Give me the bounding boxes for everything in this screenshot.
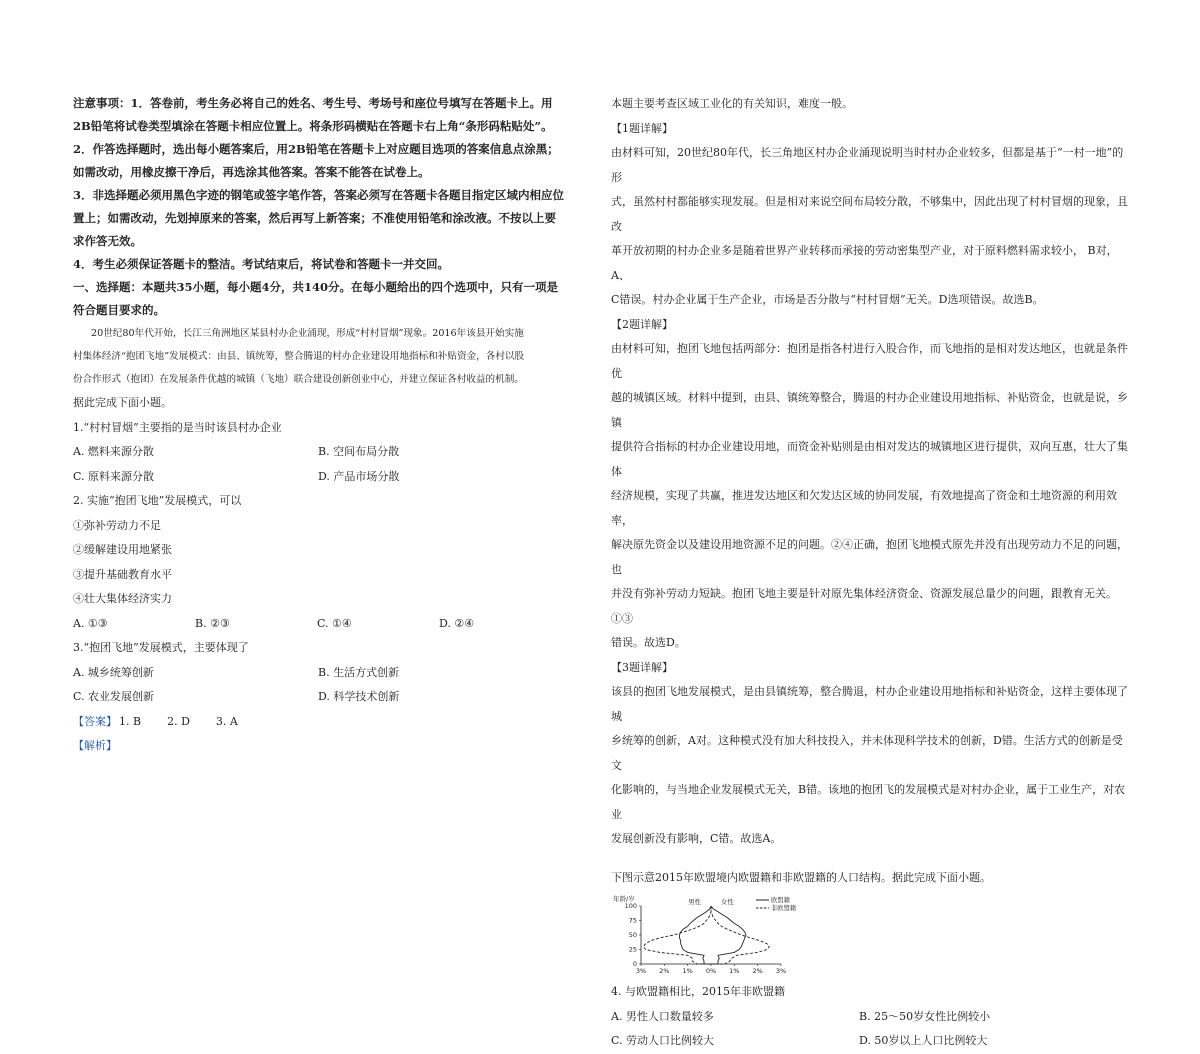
detail-line: 乡统筹的创新，A对。这种模式没有加大科技投入，并未体现科学技术的创新，D错。生活方式的创新是受文 — [611, 734, 1123, 772]
option-d: D. 科学技术创新 — [318, 690, 400, 703]
intro: 本题主要考查区域工业化的有关知识，难度一般。 — [611, 97, 853, 110]
y-tick-label: 50 — [628, 931, 637, 940]
option-c: C. 原料来源分散 — [73, 469, 155, 483]
legend-item: 非欧盟籍 — [771, 905, 797, 913]
female-label: 女性 — [720, 898, 734, 906]
detail-title-1: 【1题详解】 — [611, 121, 673, 135]
material-line: 村集体经济“抱团飞地”发展模式：由县、镇统筹，整合腾退的村办企业建设用地指标和补贴资金，各村以股 — [73, 351, 525, 362]
notice-line: 3．非选择题必须用黑色字迹的钢笔或签字笔作答，答案必须写在答题卡各题目指定区域内相应位 — [73, 188, 564, 202]
y-tick-label: 100 — [624, 902, 637, 911]
option-a: A. 城乡统筹创新 — [73, 665, 154, 679]
option-c: C. 劳动人口比例较大 — [611, 1034, 715, 1047]
x-tick-label: 3% — [635, 967, 647, 975]
detail-line: 错误。故选D。 — [611, 636, 686, 649]
material-line: 20世纪80年代开始，长江三角洲地区某县村办企业涌现，形成“村村冒烟”现象。2016年该县开始实施 — [91, 328, 524, 339]
notice-line: 置上；如需改动，先划掉原来的答案，然后再写上新答案；不准使用铅笔和涂改液。不按以上要 — [73, 211, 556, 225]
notice-line: 求作答无效。 — [73, 234, 142, 248]
option-d: D. 产品市场分散 — [318, 469, 400, 483]
notice-line: 4．考生必须保证答题卡的整洁。考试结束后，将试卷和答题卡一并交回。 — [73, 257, 449, 271]
y-axis-label: 年龄/岁 — [613, 895, 635, 903]
y-tick-label: 0 — [632, 960, 637, 969]
x-tick-label: 2% — [659, 967, 670, 975]
statement-item: ③提升基础教育水平 — [73, 567, 172, 581]
option-b: B. ②③ — [195, 616, 230, 630]
option-c: C. ①④ — [317, 616, 352, 630]
detail-title-2: 【2题详解】 — [611, 317, 673, 331]
right-column — [611, 92, 1131, 1054]
question-3 — [73, 636, 583, 710]
prompt: 据此完成下面小题。 — [73, 396, 172, 409]
analysis-label: 【解析】 — [73, 739, 117, 752]
option-a: A. ①③ — [73, 616, 108, 630]
question-stem: 1.“村村冒烟”主要指的是当时该县村办企业 — [73, 420, 282, 434]
question-stem: 2. 实施“抱团飞地”发展模式，可以 — [73, 494, 242, 507]
detail-line: 发展创新没有影响，C错。故选A。 — [611, 832, 782, 845]
notice-line: 如需改动，用橡皮擦干净后，再选涂其他答案。答案不能答在试卷上。 — [73, 165, 430, 179]
detail-line: 式，虽然村村都能够实现发展。但是相对来说空间布局较分散，不够集中，因此出现了村村冒烟的现象，且改 — [611, 195, 1128, 233]
detail-title-3: 【3题详解】 — [611, 660, 673, 674]
option-a: A. 燃料来源分散 — [73, 445, 154, 458]
detail-line: 提供符合指标的村办企业建设用地，而资金补贴则是由相对发达的城镇地区进行提供，双向互惠，壮大了集体 — [611, 440, 1128, 478]
statement-item: ②缓解建设用地紧张 — [73, 543, 172, 556]
answer-item: 1. B — [119, 714, 142, 728]
answer-label: 【答案】 — [73, 714, 117, 728]
detail-line: C错误。村办企业属于生产企业，市场是否分散与“村村冒烟”无关。D选项错误。故选B。 — [611, 293, 1044, 306]
material-line: 份合作形式（抱团）在发展条件优越的城镇（飞地）联合建设创新创业中心，并建立保证各村收益的机制。 — [73, 374, 524, 385]
pyramid-svg — [611, 894, 821, 980]
left-column — [73, 92, 583, 759]
question-stem: 4. 与欧盟籍相比，2015年非欧盟籍 — [611, 985, 785, 998]
x-tick-label: 1% — [682, 967, 693, 975]
x-tick-label: 1% — [729, 967, 740, 975]
detail-line: 由材料可知，20世纪80年代，长三角地区村办企业涌现说明当时村办企业较多，但都是基于“一村一地”的形 — [611, 146, 1124, 184]
detail-line: 经济规模，实现了共赢，推进发达地区和欠发达区域的协同发展，有效地提高了资金和土地资源的利用效率， — [611, 489, 1117, 527]
detail-line: 革开放初期的村办企业多是随着世界产业转移而承接的劳动密集型产业，对于原料燃料需求较小， B对， A、 — [611, 244, 1118, 282]
notice-line: 2．作答选择题时，选出每小题答案后，用2B铅笔在答题卡上对应题目选项的答案信息点涂黑； — [73, 142, 559, 156]
population-pyramid-chart — [611, 894, 821, 980]
notice-block — [73, 92, 583, 322]
notice-line: 2B铅笔将试卷类型填涂在答题卡相应位置上。将条形码横贴在答题卡右上角“条形码粘贴处”。 — [73, 119, 553, 133]
series-line — [643, 906, 769, 964]
detail-line: 解决原先资金以及建设用地资源不足的问题。②④正确，抱团飞地模式原先并没有出现劳动力不足的问题，也 — [611, 538, 1128, 576]
question-stem: 3.“抱团飞地”发展模式，主要体现了 — [73, 641, 249, 654]
answer-item: 3. A — [215, 714, 238, 728]
option-d: D. ②④ — [439, 616, 475, 630]
detail-line: 并没有弥补劳动力短缺。抱团飞地主要是针对原先集体经济资金、资源发展总量少的问题，跟教育无关。①③ — [611, 587, 1117, 625]
x-tick-label: 0% — [705, 967, 717, 975]
x-tick-label: 2% — [752, 967, 763, 975]
chart-intro: 下图示意2015年欧盟境内欧盟籍和非欧盟籍的人口结构。据此完成下面小题。 — [611, 870, 991, 884]
x-tick-label: 3% — [775, 967, 787, 975]
statement-item: ④壮大集体经济实力 — [73, 592, 172, 605]
section-heading: 一、选择题：本题共35小题，每小题4分，共140分。在每小题给出的四个选项中，只有一项是 — [73, 280, 559, 294]
option-a: A. 男性人口数量较多 — [611, 1009, 714, 1023]
option-c: C. 农业发展创新 — [73, 690, 155, 703]
option-b: B. 空间布局分散 — [318, 445, 400, 458]
statement-item: ①弥补劳动力不足 — [73, 518, 161, 532]
question-2 — [73, 489, 583, 636]
male-label: 男性 — [688, 898, 702, 906]
y-tick-label: 25 — [628, 945, 637, 954]
option-d: D. 50岁以上人口比例较大 — [859, 1034, 988, 1047]
material-block — [73, 322, 583, 391]
option-b: B. 25～50岁女性比例较小 — [859, 1009, 991, 1023]
answer-line — [73, 710, 583, 735]
detail-line: 化影响的，与当地企业发展模式无关，B错。该地的抱团飞的发展模式是对村办企业，属于工业生产，对农业 — [611, 783, 1126, 821]
answer-item: 2. D — [167, 714, 190, 728]
detail-line: 由材料可知，抱团飞地包括两部分：抱团是指各村进行入股合作，而飞地指的是相对发达地区，也就是条件优 — [611, 342, 1128, 380]
question-1 — [73, 416, 583, 490]
section-heading: 符合题目要求的。 — [73, 303, 165, 317]
legend-item: 欧盟籍 — [771, 897, 790, 905]
question-4 — [611, 980, 1131, 1054]
notice-line: 注意事项：1．答卷前，考生务必将自己的姓名、考生号、考场号和座位号填写在答题卡上。用 — [73, 96, 553, 110]
detail-line: 越的城镇区域。材料中提到，由县、镇统筹整合，腾退的村办企业建设用地指标、补贴资金，也就是说，乡镇 — [611, 391, 1128, 429]
option-b: B. 生活方式创新 — [318, 665, 400, 679]
y-tick-label: 75 — [628, 916, 637, 925]
detail-line: 该县的抱团飞地发展模式，是由县镇统筹，整合腾退，村办企业建设用地指标和补贴资金，这样主要体现了城 — [611, 685, 1128, 723]
